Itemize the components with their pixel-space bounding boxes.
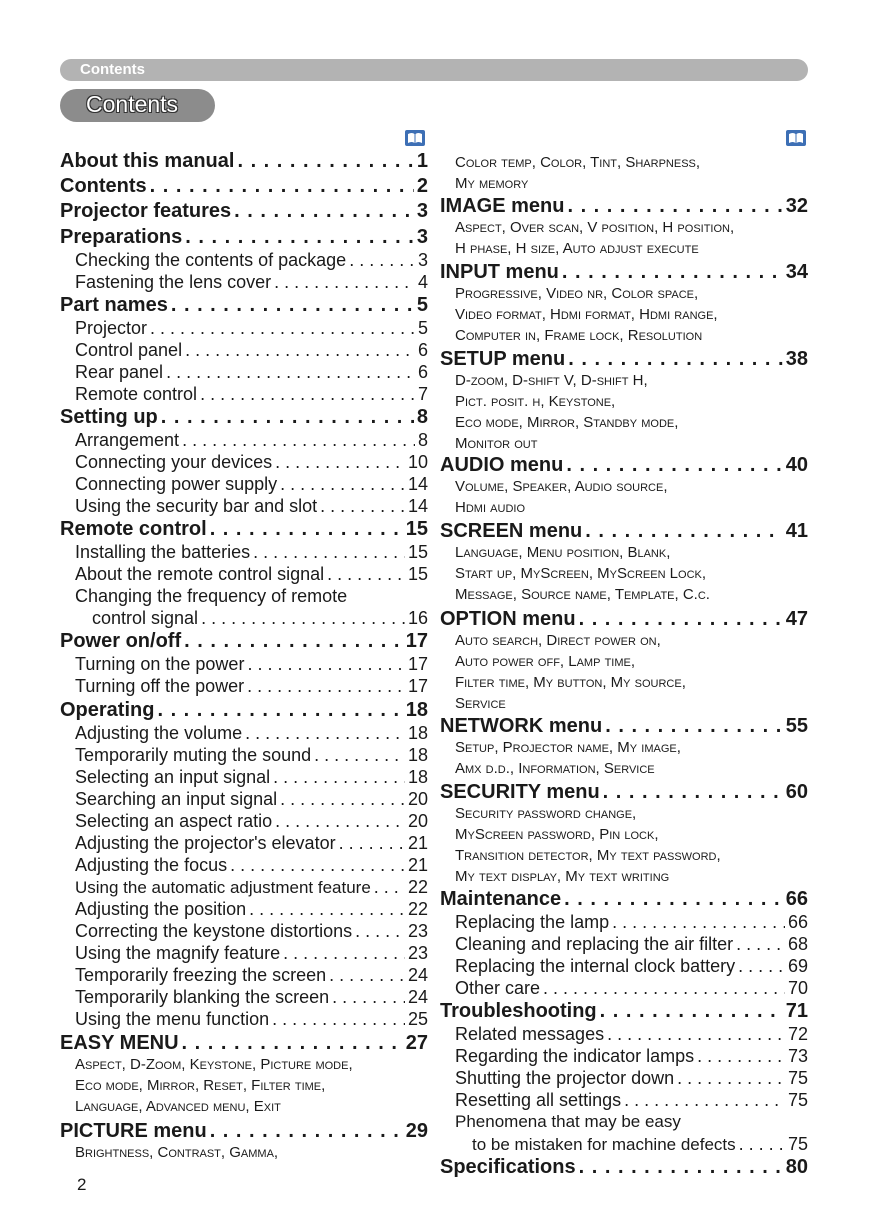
toc-description: Auto search, Direct power on,: [455, 632, 661, 649]
toc-page-number: 75: [787, 1068, 808, 1088]
toc-section[interactable]: [440, 348, 808, 371]
dot-leader: [157, 699, 402, 722]
dot-leader: [612, 912, 785, 933]
toc-entry[interactable]: [60, 564, 428, 585]
toc-entry[interactable]: [440, 912, 808, 933]
header-bar: [60, 59, 808, 81]
toc-page-number: 71: [785, 1000, 808, 1022]
toc-section[interactable]: [60, 150, 428, 173]
toc-entry-title: Specifications: [440, 1156, 576, 1178]
toc-description: Video format, Hdmi format, Hdmi range,: [455, 306, 718, 323]
dot-leader: [349, 250, 415, 271]
toc-entry-title: Adjusting the focus: [75, 855, 228, 875]
dot-leader: [562, 261, 783, 284]
toc-description: Service: [455, 695, 506, 712]
dot-leader: [166, 362, 415, 383]
toc-description: Eco mode, Mirror, Standby mode,: [455, 414, 679, 431]
toc-entry-title: OPTION menu: [440, 608, 576, 630]
toc-page-number: 1: [416, 150, 428, 172]
toc-description: My memory: [455, 175, 529, 192]
toc-description: Setup, Projector name, My image,: [455, 739, 681, 756]
toc-page-number: 8: [417, 430, 428, 450]
dot-leader: [339, 833, 405, 854]
toc-page-number: 27: [405, 1032, 428, 1054]
toc-page-number: 18: [407, 767, 428, 787]
toc-description: Auto power off, Lamp time,: [455, 653, 636, 670]
toc-description: Aspect, D-Zoom, Keystone, Picture mode,: [75, 1056, 353, 1073]
toc-description: MyScreen password, Pin lock,: [455, 826, 659, 843]
toc-description: Progressive, Video nr, Color space,: [455, 285, 699, 302]
toc-entry-title: Using the magnify feature: [75, 943, 281, 963]
toc-entry-title: Preparations: [60, 226, 183, 248]
toc-page-number: 21: [407, 855, 428, 875]
toc-section[interactable]: [60, 1032, 428, 1055]
toc-entry-title: Shutting the projector down: [455, 1068, 675, 1088]
toc-entry-title: Related messages: [455, 1024, 605, 1044]
dot-leader: [543, 978, 785, 999]
toc-entry-title: Fastening the lens cover: [75, 272, 272, 292]
toc-page-number: 20: [407, 789, 428, 809]
dot-leader: [332, 987, 405, 1008]
toc-entry[interactable]: [60, 921, 428, 942]
toc-entry-title: Part names: [60, 294, 168, 316]
toc-page-number: 24: [407, 965, 428, 985]
toc-section[interactable]: [440, 195, 808, 218]
toc-entry-title: INPUT menu: [440, 261, 559, 283]
toc-page-number: 70: [787, 978, 808, 998]
toc-entry-title: Using the menu function: [75, 1009, 270, 1029]
dot-leader: [607, 1024, 785, 1045]
dot-leader: [374, 877, 405, 898]
toc-entry-title: to be mistaken for machine defects: [472, 1135, 736, 1154]
toc-entry-title: Cleaning and replacing the air filter: [455, 934, 734, 954]
toc-page-number: 18: [407, 745, 428, 765]
dot-leader: [201, 608, 405, 629]
dot-leader: [182, 1032, 403, 1055]
toc-entry-title: Resetting all settings: [455, 1090, 622, 1110]
dot-leader: [280, 789, 405, 810]
toc-entry[interactable]: [440, 1068, 808, 1089]
toc-section[interactable]: [440, 520, 808, 543]
toc-entry[interactable]: [440, 1090, 808, 1111]
toc-entry-title: Projector: [75, 318, 148, 338]
page-title-text: Contents: [86, 91, 179, 117]
toc-description: Monitor out: [455, 435, 538, 452]
toc-page-number: 14: [407, 496, 428, 516]
dot-leader: [150, 175, 414, 198]
toc-description: Language, Menu position, Blank,: [455, 544, 671, 561]
toc-entry[interactable]: [60, 767, 428, 788]
toc-section[interactable]: [60, 699, 428, 722]
toc-entry-title: Using the automatic adjustment feature: [75, 878, 371, 897]
toc-entry-title: SCREEN menu: [440, 520, 583, 542]
toc-page-number: 68: [787, 934, 808, 954]
toc-page-number: 23: [407, 921, 428, 941]
toc-page-number: 10: [407, 452, 428, 472]
dot-leader: [585, 520, 783, 543]
dot-leader: [210, 518, 403, 541]
dot-leader: [600, 1000, 783, 1023]
toc-entry-title: Rear panel: [75, 362, 164, 382]
toc-page-number: 3: [416, 200, 428, 222]
toc-section[interactable]: [440, 1000, 808, 1023]
dot-leader: [736, 934, 785, 955]
toc-section[interactable]: [440, 888, 808, 911]
toc-section[interactable]: [60, 518, 428, 541]
toc-entry-title: Selecting an aspect ratio: [75, 811, 273, 831]
toc-entry-title: Adjusting the volume: [75, 723, 243, 743]
dot-leader: [247, 654, 405, 675]
toc-page-number: 15: [405, 518, 428, 540]
toc-page-number: 34: [785, 261, 808, 283]
toc-entry[interactable]: [60, 542, 428, 563]
toc-entry-title: Using the security bar and slot: [75, 496, 318, 516]
toc-entry-title: Turning on the power: [75, 654, 245, 674]
toc-section[interactable]: [440, 608, 808, 631]
book-icon: [786, 130, 806, 146]
toc-page-number: 17: [407, 676, 428, 696]
toc-entry[interactable]: [60, 430, 428, 451]
toc-entry-title: Maintenance: [440, 888, 562, 910]
toc-entry-title: Phenomena that may be easy: [455, 1112, 681, 1131]
toc-entry[interactable]: [60, 474, 428, 495]
toc-entry[interactable]: [60, 943, 428, 964]
toc-entry-title: Checking the contents of package: [75, 250, 347, 270]
toc-page-number: 7: [417, 384, 428, 404]
toc-page-number: 75: [787, 1090, 808, 1110]
toc-entry-title: Correcting the keystone distortions: [75, 921, 353, 941]
toc-entry[interactable]: [60, 452, 428, 473]
dot-leader: [245, 723, 405, 744]
toc-entry[interactable]: [60, 340, 428, 361]
toc-section[interactable]: [440, 715, 808, 738]
dot-leader: [161, 406, 414, 429]
toc-section[interactable]: [60, 200, 428, 223]
toc-page-number: 80: [785, 1156, 808, 1178]
dot-leader: [273, 767, 405, 788]
dot-leader: [247, 676, 405, 697]
toc-entry-title: Adjusting the position: [75, 899, 247, 919]
dot-leader: [355, 921, 405, 942]
dot-leader: [184, 630, 403, 653]
toc-page-number: 32: [785, 195, 808, 217]
dot-leader: [150, 318, 415, 339]
dot-leader: [739, 1134, 785, 1155]
toc-description: Language, Advanced menu, Exit: [75, 1098, 281, 1115]
toc-entry[interactable]: [440, 1024, 808, 1045]
toc-entry-title: Replacing the internal clock battery: [455, 956, 736, 976]
dot-leader: [253, 542, 405, 563]
toc-entry[interactable]: [60, 608, 428, 629]
toc-page-number: 6: [417, 362, 428, 382]
toc-page-number: 66: [787, 912, 808, 932]
toc-page-number: 38: [785, 348, 808, 370]
toc-entry[interactable]: [440, 956, 808, 977]
dot-leader: [275, 811, 405, 832]
toc-entry-title: Remote control: [75, 384, 198, 404]
toc-page-number: 69: [787, 956, 808, 976]
toc-description: Pict. posit. h, Keystone,: [455, 393, 616, 410]
toc-entry[interactable]: [440, 1112, 808, 1132]
dot-leader: [677, 1068, 785, 1089]
toc-entry-title: Control panel: [75, 340, 183, 360]
toc-page-number: 24: [407, 987, 428, 1007]
toc-entry[interactable]: [60, 987, 428, 1008]
toc-page-number: 66: [785, 888, 808, 910]
dot-leader: [329, 965, 405, 986]
dot-leader: [280, 474, 405, 495]
dot-leader: [283, 943, 405, 964]
toc-entry-title: control signal: [92, 608, 199, 628]
toc-entry-title: Selecting an input signal: [75, 767, 271, 787]
toc-entry-title: Temporarily freezing the screen: [75, 965, 327, 985]
toc-page-number: 72: [787, 1024, 808, 1044]
toc-page-number: 22: [407, 899, 428, 919]
toc-section[interactable]: [440, 781, 808, 804]
toc-entry-title: Power on/off: [60, 630, 182, 652]
toc-description: Transition detector, My text password,: [455, 847, 721, 864]
dot-leader: [568, 348, 783, 371]
page-number: 2: [77, 1175, 87, 1194]
toc-entry[interactable]: [60, 833, 428, 854]
toc-page-number: 41: [785, 520, 808, 542]
toc-page-number: 5: [417, 318, 428, 338]
toc-entry-title: Turning off the power: [75, 676, 245, 696]
toc-page-number: 21: [407, 833, 428, 853]
toc-entry[interactable]: [60, 811, 428, 832]
toc-section[interactable]: [60, 226, 428, 249]
toc-entry[interactable]: [60, 654, 428, 675]
toc-description: Brightness, Contrast, Gamma,: [75, 1144, 279, 1161]
toc-entry-title: Contents: [60, 175, 147, 197]
toc-page-number: 5: [416, 294, 428, 316]
toc-section[interactable]: [440, 1156, 808, 1179]
toc-entry-title: Projector features: [60, 200, 232, 222]
toc-entry[interactable]: [60, 745, 428, 766]
toc-entry-title: About this manual: [60, 150, 235, 172]
toc-section[interactable]: [60, 294, 428, 317]
toc-page-number: 60: [785, 781, 808, 803]
toc-entry[interactable]: [60, 250, 428, 271]
toc-entry[interactable]: [60, 965, 428, 986]
dot-leader: [185, 340, 415, 361]
toc-section[interactable]: [440, 454, 808, 477]
dot-leader: [579, 1156, 783, 1179]
toc-entry-title: Changing the frequency of remote: [75, 586, 348, 606]
toc-entry-title: EASY MENU: [60, 1032, 179, 1054]
dot-leader: [182, 430, 415, 451]
toc-entry-title: Replacing the lamp: [455, 912, 610, 932]
toc-entry[interactable]: [60, 318, 428, 339]
toc-entry[interactable]: [60, 1009, 428, 1030]
dot-leader: [275, 452, 405, 473]
dot-leader: [624, 1090, 785, 1111]
toc-entry[interactable]: [60, 877, 428, 898]
dot-leader: [579, 608, 783, 631]
toc-page-number: 16: [407, 608, 428, 628]
toc-entry-title: Troubleshooting: [440, 1000, 597, 1022]
toc-page-number: 29: [405, 1120, 428, 1142]
toc-entry[interactable]: [60, 899, 428, 920]
toc-page-number: 3: [416, 226, 428, 248]
toc-section[interactable]: [60, 175, 428, 198]
dot-leader: [274, 272, 415, 293]
dot-leader: [603, 781, 783, 804]
toc-section[interactable]: [60, 1120, 428, 1143]
toc-section[interactable]: [60, 630, 428, 653]
toc-description: My text display, My text writing: [455, 868, 670, 885]
toc-entry[interactable]: [440, 978, 808, 999]
dot-leader: [171, 294, 414, 317]
toc-entry[interactable]: [60, 855, 428, 876]
toc-entry-title: Temporarily blanking the screen: [75, 987, 330, 1007]
toc-page-number: 18: [405, 699, 428, 721]
toc-page-number: 40: [785, 454, 808, 476]
toc-page-number: 75: [787, 1134, 808, 1154]
toc-entry[interactable]: [60, 586, 428, 607]
toc-description: D-zoom, D-shift V, D-shift H,: [455, 372, 648, 389]
dot-leader: [320, 496, 405, 517]
dot-leader: [234, 200, 414, 223]
toc-entry-title: SECURITY menu: [440, 781, 600, 803]
toc-page-number: 25: [407, 1009, 428, 1029]
dot-leader: [237, 150, 413, 173]
toc-page-number: 22: [407, 877, 428, 897]
toc-entry[interactable]: [440, 934, 808, 955]
toc-page-number: 14: [407, 474, 428, 494]
toc-page-number: 15: [407, 542, 428, 562]
toc-description: Hdmi audio: [455, 499, 525, 516]
toc-description: Volume, Speaker, Audio source,: [455, 478, 668, 495]
toc-page-number: 20: [407, 811, 428, 831]
toc-entry-title: Connecting your devices: [75, 452, 273, 472]
toc-page-number: 18: [407, 723, 428, 743]
dot-leader: [564, 888, 783, 911]
toc-entry[interactable]: [60, 723, 428, 744]
toc-page-number: 4: [417, 272, 428, 292]
toc-description: Eco mode, Mirror, Reset, Filter time,: [75, 1077, 326, 1094]
toc-description: Message, Source name, Template, C.c.: [455, 586, 710, 603]
toc-entry-title: About the remote control signal: [75, 564, 325, 584]
toc-entry-title: IMAGE menu: [440, 195, 565, 217]
dot-leader: [314, 745, 405, 766]
toc-entry[interactable]: [60, 496, 428, 517]
toc-page-number: 47: [785, 608, 808, 630]
toc-page-number: 73: [787, 1046, 808, 1066]
dot-leader: [605, 715, 783, 738]
dot-leader: [272, 1009, 405, 1030]
header-bar-label: Contents: [80, 61, 145, 78]
toc-entry-title: AUDIO menu: [440, 454, 564, 476]
toc-description: Security password change,: [455, 805, 637, 822]
toc-entry-title: Setting up: [60, 406, 158, 428]
dot-leader: [567, 195, 782, 218]
toc-description: Computer in, Frame lock, Resolution: [455, 327, 703, 344]
dot-leader: [566, 454, 782, 477]
dot-leader: [697, 1046, 785, 1067]
toc-entry-title: Operating: [60, 699, 155, 721]
toc-description: Filter time, My button, My source,: [455, 674, 686, 691]
toc-entry[interactable]: [60, 384, 428, 405]
toc-page-number: 23: [407, 943, 428, 963]
page-title: [60, 89, 215, 122]
toc-entry-title: NETWORK menu: [440, 715, 603, 737]
toc-entry-title: Remote control: [60, 518, 207, 540]
toc-entry[interactable]: [440, 1134, 808, 1155]
toc-entry-title: SETUP menu: [440, 348, 566, 370]
toc-description: Color temp, Color, Tint, Sharpness,: [455, 154, 701, 171]
dot-leader: [200, 384, 415, 405]
toc-page-number: 2: [416, 175, 428, 197]
toc-description: Start up, MyScreen, MyScreen Lock,: [455, 565, 707, 582]
toc-page-number: 55: [785, 715, 808, 737]
toc-description: Amx d.d., Information, Service: [455, 760, 655, 777]
dot-leader: [185, 226, 414, 249]
dot-leader: [327, 564, 405, 585]
toc-entry-title: Searching an input signal: [75, 789, 278, 809]
toc-description: H phase, H size, Auto adjust execute: [455, 240, 699, 257]
toc-entry-title: Temporarily muting the sound: [75, 745, 312, 765]
toc-entry[interactable]: [60, 272, 428, 293]
book-icon: [405, 130, 425, 146]
dot-leader: [738, 956, 785, 977]
dot-leader: [249, 899, 405, 920]
toc-entry-title: Adjusting the projector's elevator: [75, 833, 336, 853]
toc-page-number: 6: [417, 340, 428, 360]
toc-entry-title: Other care: [455, 978, 541, 998]
toc-section[interactable]: [440, 261, 808, 284]
toc-entry-title: Connecting power supply: [75, 474, 278, 494]
toc-page-number: 17: [405, 630, 428, 652]
toc-entry-title: Arrangement: [75, 430, 180, 450]
toc-section[interactable]: [60, 406, 428, 429]
toc-page-number: 3: [417, 250, 428, 270]
toc-entry-title: Regarding the indicator lamps: [455, 1046, 695, 1066]
dot-leader: [230, 855, 405, 876]
toc-entry[interactable]: [60, 789, 428, 810]
toc-page-number: 15: [407, 564, 428, 584]
toc-entry[interactable]: [60, 362, 428, 383]
dot-leader: [210, 1120, 403, 1143]
toc-page-number: 17: [407, 654, 428, 674]
toc-entry-title: PICTURE menu: [60, 1120, 207, 1142]
toc-page-number: 8: [416, 406, 428, 428]
toc-entry[interactable]: [440, 1046, 808, 1067]
toc-entry-title: Installing the batteries: [75, 542, 251, 562]
toc-description: Aspect, Over scan, V position, H position,: [455, 219, 735, 236]
toc-entry[interactable]: [60, 676, 428, 697]
